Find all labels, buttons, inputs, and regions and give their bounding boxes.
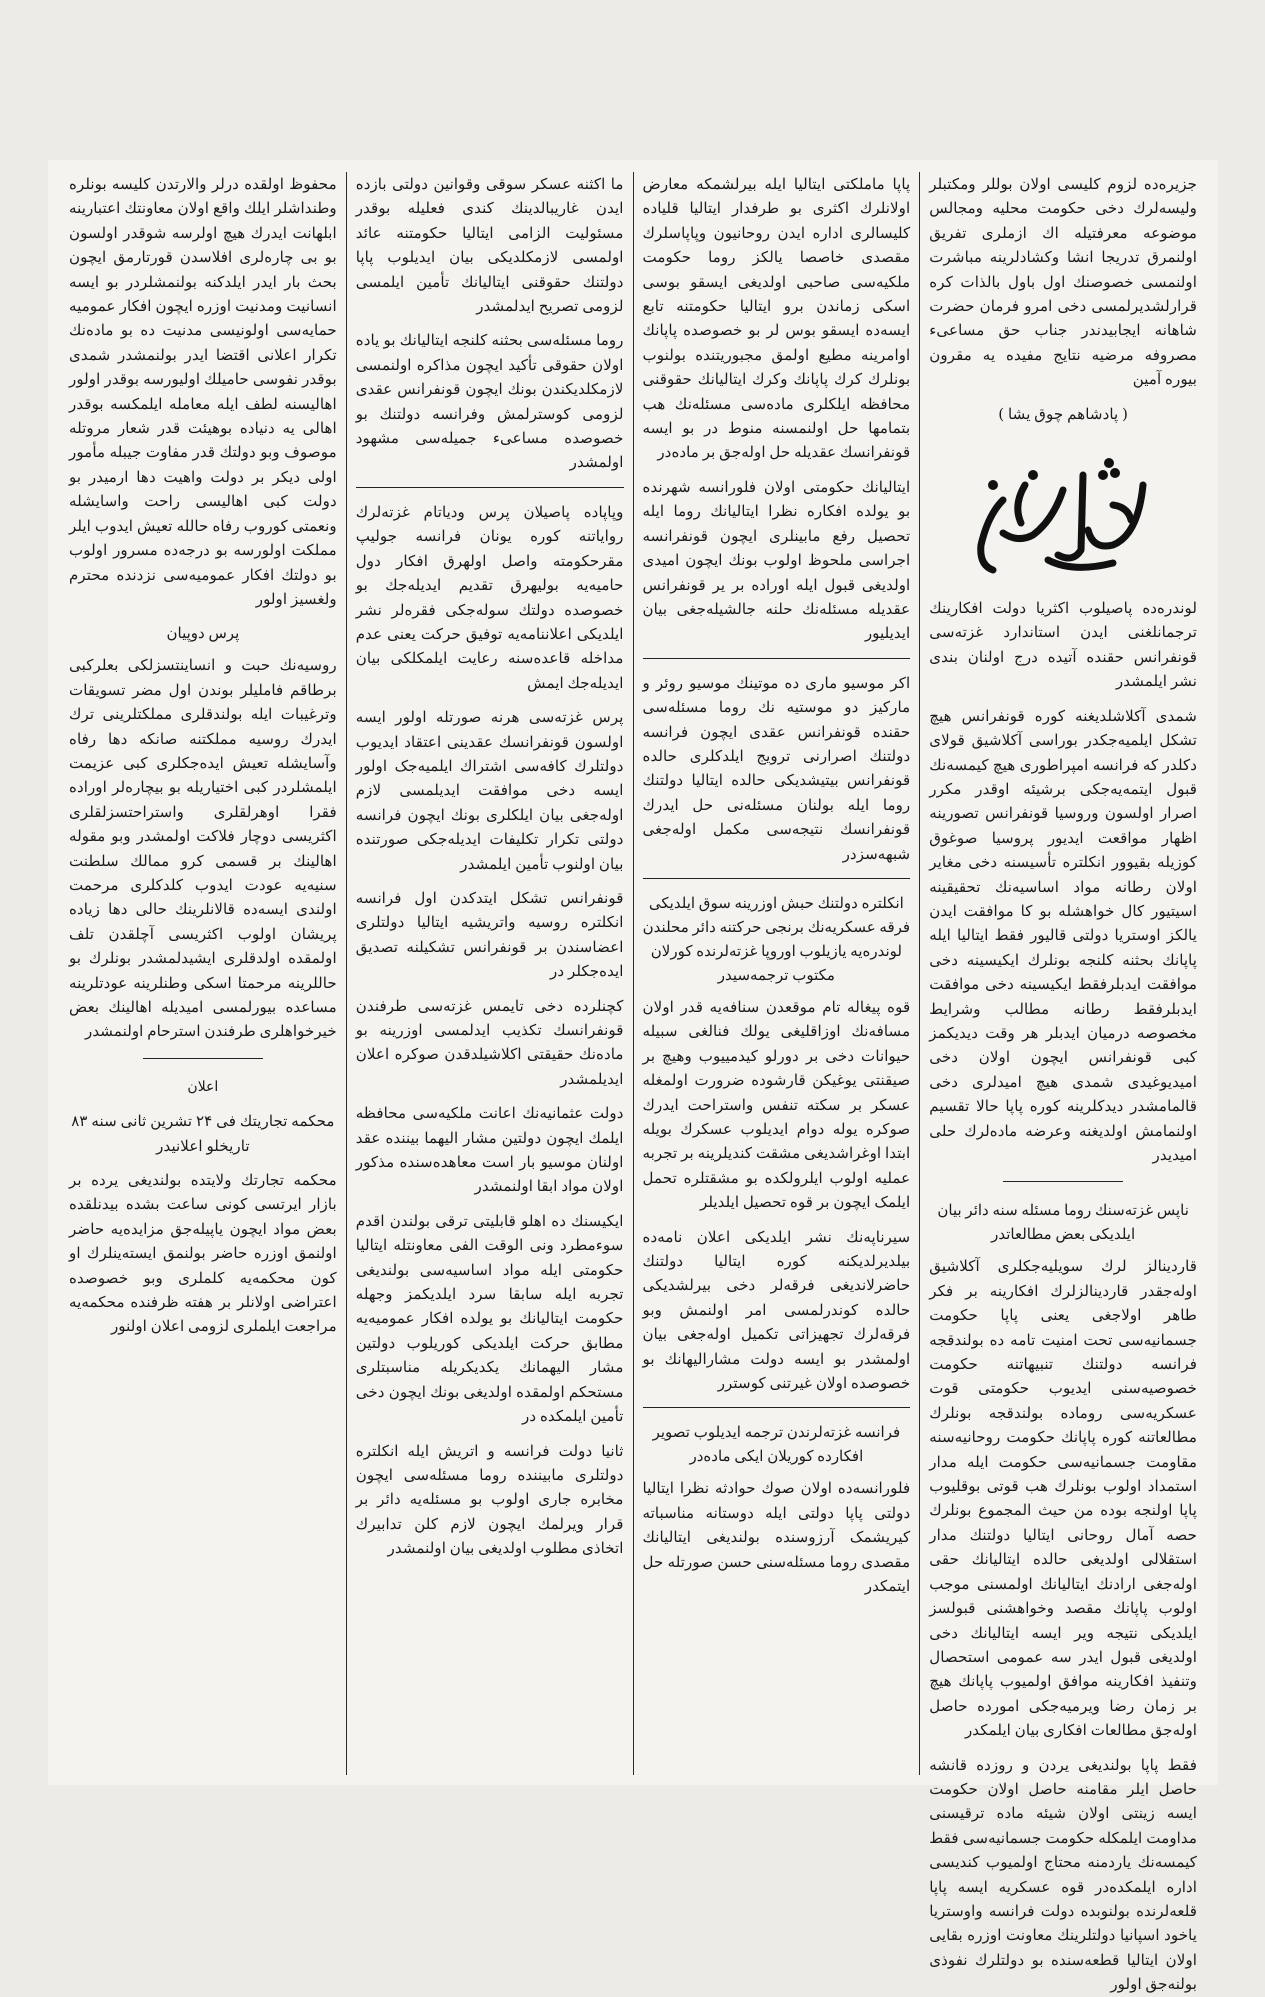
masthead — [929, 440, 1197, 590]
column-1 — [920, 172, 1206, 1994]
column-divider — [356, 487, 624, 488]
times-heading: ناپس غزته‌سنك روما مسئله سنه دائر بیان ایلدیکی بعض مطالعاتدر — [937, 1201, 1189, 1244]
refugees-paragraph: محفوظ اولقده درلر والارتدن کلیسه بونلره وطنداشلر ایلك واقع اولان معاونتك اعتبارینه ابلهانت ایدرك هیچ اولرسه شوقدر اولسون بو بی چاره‌لری افلاسدن قورتارمق ایچون بحث بار ایدر ایلدکنه بولنمشلردر بو ایسه انسانیت ومدنیت اوزره ایچون افکار عمومیه حمایه‌سی اولونیسی مدنیت ده بو ماده‌نك تکرار اعلانی اقتضا ایدر بولنمشدر شمدی بوقدر نفوسی حامیلك اولیورسه بوقدر اولور اهالیسنه لطف ایله معامله ایلمکسه بوقدر اهالی یه دنیاده بوهیئت قدر شعار مروتله موصوف وبو دولتك قدر مفاوت جیبله مأمور اولی دیکر بر دولت واهیت دها ارمیدر بو دولت کبی اهالیسی راحت واسایشله ونعمتی کوروب رفاه حالله تعیش ایدوب ایلر مملکت اولورسه بو درجه‌ده مسرور اولوب بو دولتك افکار عمومیه‌سی نزدنده محترم ولغسیز اولور — [69, 175, 337, 608]
column-3 — [347, 172, 634, 1775]
french-press-heading: فرانسه غزته‌لرندن ترجمه ایدیلوب تصویر افکارده کوریلان ایکی ماده‌در — [652, 1423, 901, 1466]
pope-paragraph: فقط پاپا بولندیغی یردن و روزده قانشه حاصل ایلر مقامنه حاصل اولان حکومت ایسه زینتی اولان شیئه ماده ترقیسنی مداومت ایلمکله حکومت جسمانیه‌سی فقط کیمسه‌نك یاردمنه محتاج اولمیوب کندیسی اداره ایلمکده‌در قوه عسکریه ایسه پاپا قلعه‌لرنده بولنوبده دولت فرانسه واوستریا یاخود اسپانیا دولتلرینك معاونت اوزره بقایی اولان ایتالیا قطعه‌سنده بو دولتلرك نفوذی بولنه‌جق اولور — [929, 1755, 1197, 1994]
powers-paragraph: قونفرانس تشکل ایتدکدن اول فرانسه انکلتره روسیه واتریشیه ایتالیا دولتلری اعضاسندن بر قونفرانس تشکیلنه تصدیق ایده‌جکلر در — [355, 888, 624, 981]
masthead-calligraphy — [963, 445, 1163, 585]
russia-paragraph: روسیه‌نك حبت و انساینتسزلکی بعلرکبی برطاقم فاملیلر بوندن اول مضر تسویقات وترغیبات ایله بولندقلری مملکتلرینی ترك ایدرك روسیه مملکتنه صانکه دها رفاه وآسایشله تعیش ایده‌جکلری کبی عزیمت ایلمشلردر کبی اختیاریله بو بیچاره‌لر اوراده فقرا اوهرلقلری واستراحتسزلقلری اکثریسی دوچار فلاکت اولمشدر وبو مقوله اهالینك بر قسمی کرو ممالك سلطنت سنیه‌یه عودت ایدوب کلدکلری مرحمت اولندی ایسه‌ده قالانلرینك حالی دها زیاده پریشان اولوب اکثریسی آچلقدن تلف اولمقده اولدقلری ایشیدلمشدر بونلرك بو حاللرینه مرحمتا اسکی وطنلرینه عودتلرینه مساعده بیورلمسی امیدیله اهالینك بعض خیرخواهلری طرفندن استرحام اولنمشدر — [69, 656, 337, 1041]
column-2 — [634, 172, 921, 1775]
florence-news-paragraph: فلورانسه‌ده اولان صوك حوادثه نظرا ایتالیا دولتی پاپا دولتی ایله دوستانه مناسباته کیریشمک آرزوسنده بولندیغی ایتالیانك مقصدی روما مسئله‌سنی حسن صورتله حل ایتمکدر — [642, 1479, 911, 1596]
column-divider — [643, 1407, 911, 1408]
denial-paragraph: کچنلرده دخی تایمس غزته‌سی طرفندن قونفرانسك تکذیب ایدلمسی اوزرینه بو ماده‌نك حقیقتی اکلاشیلدقدن صوکره اعلان ایدیلمشدر — [355, 996, 624, 1088]
garibaldi-paragraph: ما اکثنه عسکر سوقی وقوانین دولتی بازده ایدن غاریبالدینك کندی فعلیله بوقدر مسئولیت الزامی ایتالیا حکومتنه عائد اولمسی لازمکلدیکی بیان ایدیلوب پاپا دولتنك حقوقنی ایتالیانك تأمین ایلمسی لزومی تصریح ایدلمشدر — [355, 175, 624, 316]
florence-paragraph: ایتالیانك حکومتی اولان فلورانسه شهرنده بو یولده افکاره نظرا ایتالیانك روما ایله تحصیل رفع مابینلری ایچون قونفرانسه اجراسی ملحوظ اولوب بونك ایچون امیدی اولدیغی قبول ایله اوراده بر یر قونفرانس عقدیله مسئله‌نك حلنه جالشیله‌جغی بیان ایدیلیور — [642, 477, 911, 643]
announcement-title: اعلان — [187, 1078, 219, 1095]
army-paragraph: قوه پیغاله تام موقعدن سنافه‌یه قدر اولان مسافه‌نك اوزاقلیغی یولك فنالغی سبیله حیوانات دخی بر دورلو کیدمییوب وهیچ بر صیقنتی یوغیکن قارشوده ضرورت اولمغله عسکر بر سکته تنفس واستراحت ایدرك صوکره یوله دوام ایدیلوب عسکرك بویله ابتدا اوغراشدیغی مشقت کندیلرینه بر تجربه عملیه اولوب ایلرولکده بو مشقتلره تحمل ایلمک ایچون بر قوه تحصیل ایلدیلر — [642, 997, 911, 1212]
announcement-body: محکمه تجارتك ولایتده بولندیغی یرده بر بازار ایرتسی کونی ساعت بشده بیدنلقده بعض مواد ایچون یاپیله‌جق مزایده‌یه حاضر اولنمق اوزره حاضر بولنمق ایسته‌ینلرك او کون محکمه‌یه کلملری وبو خصوصده اعتراضی اولانلر بر هفته ظرفنده محکمه‌یه مراجعت ایلملری لزومی اعلان اولنور — [69, 1171, 337, 1336]
section-divider — [1003, 1181, 1123, 1182]
standard-paragraph: لوندره‌ده پاصیلوب اکثریا دولت افکارینك ترجمانلغنی ایدن استاندارد غزته‌سی قونفرانس حقنده آتیده درج اولنان بندی نشر ایلمشدر — [929, 599, 1197, 691]
column-4 — [60, 172, 347, 1775]
column-divider — [643, 878, 911, 879]
italy-progress-paragraph: ایکیسنك ده اهلو قابلیتی ترقی بولندن اقدم سوءمطرد ونی الوقت الفی معاونتله ایتالیا حکومتی ایله مواد اساسیه‌سی بولندیغی تجربه ایله سابقا سرد ایلدیکمز وجهله حکومت ایتالیانك بو یولده افکار عمومیه‌یه مطابق حرکت ایلدیکی کوریلوب دولتین مشار الیهمانك یکدیکریله مناسبتلری مستحکم اولمقده اولدیغی بونك ایچون دخی تأمین ایلمکده در — [355, 1211, 624, 1426]
proclamation-paragraph: سیرناپه‌نك نشر ایلدیکی اعلان نامه‌ده بیلدیرلدیکنه کوره ایتالیا دولتنك حاضرلاندیغی فرقه‌لر دخی بیرلشدیکی حالده کوندرلمسی امر اولنمش وبو فرقه‌لرك تجهیزاتی تکمیل اوله‌جغی بیان اولمشدر بو ایسه دولت مشارالیهانك بو خصوصده اولان غیرتنی کوسترر — [642, 1227, 911, 1393]
conference-paragraph: شمدی آکلاشلدیغنه کوره قونفرانس هیچ تشکل ایلمیه‌جکدر بوراسی آکلاشیق قولای دکلدر که فرانسه امپراطوری هیچ کیمسه‌نك قبول ایتمه‌یه‌جکی برشیئه اوقدر مکرر اصرار اولسون وروسیا قونفرانس تصورینه اظهار مواقعت ایدیور پروسیا صوغوق کوزیله بقیوور انکلتره تأسیسنه دخی مغایر اولان رطانه مواد اساسیه‌نك تحقیقینه اسیتیور کال خواهشله بو کا موافقت ایدن یالکز اوستریا دولتی قالیور فقط ایتالیا ایله پاپانك بحثنه کلنجه بونلرك ایکیسینه دخی موافقت ایدبلرفقط ایکیسینه دخی موافقت ایدبلرفقط رطانه مطالب وشرایط مخصوصه درمیان ایدبلر هر وقت دیدیکمز کبی قونفرانس ایچون اولان دخی امیدیوغیدی شمدی هیچ امیدلری دخی قالمامشدر دیدکلرینه کوره پاپا حالا تقسیم اولنمامش اولدیغنه وعرضه ماده‌لرك حلی امیدیدر — [929, 706, 1197, 1164]
intro-paragraph: جزیره‌ده لزوم کلیسی اولان بوللر ومکتبلر ولیسه‌لرك دخی حکومت محلیه ومجالس موضوعه معرفتیله اك ازملری تفریق اولنمرق تدریجا انشا وکشادلرینه مباشرت اولنمسی خصوصنك اول باول بالذات کره قرارلشدیرلمسی دخی امرو فرمان حضرت شاهانه ایجابیدندر جناب حق مساعیء مصروفه مرضیه نتایج مفیده یه مقرون بیوره آمین — [929, 175, 1197, 389]
ottoman-paragraph: دولت عثمانیه‌نك اعانت ملکیه‌سی محافظه ایلمك ایچون دولتین مشار الیهما بیننده عقد اولنان موسیو بار است معاهده‌سنده مذکور اولان مواد ابقا اولنمشدر — [355, 1104, 624, 1196]
signature-line: ( پادشاهم چوق یشا ) — [998, 404, 1128, 423]
newspaper-page — [48, 160, 1218, 1994]
announcement-subtitle: محکمه تجاریتك فی ۲۴ تشرین ثانی سنه ۸۳ تاریخلو اعلانیدر — [71, 1112, 335, 1155]
moustier-paragraph: اکر موسیو ماری ده موتینك موسیو روئر و مارکیز دو موستیه نك روما مسئله‌سی حقنده قونفرانس عقدی ایچون فرانسه دولتنك اصرارنی ترویج ایلدکلری حالده قونفرانس بیتیشدیکی حالده ایتالیا دولتنك روما ایله بولنان مسئله‌نی حل ایدرك قونفرانسك نتیجه‌سی مکمل اوله‌جغی شبهه‌سزدر — [642, 673, 911, 863]
abyssinia-heading: انکلتره دولتنك حبش اوزرینه سوق ایلدیکی فرقه عسکریه‌نك برنجی حرکتنه دائر محلندن لوندره‌یه یازیلوب اوروپا غزته‌لرنده کورلان مکتوب ترجمه‌سیدر — [642, 893, 911, 984]
column-divider — [643, 658, 911, 659]
presse-paragraph: وپاپاده پاصیلان پرس ودیاتام غزته‌لرك روایاتنه کوره یونان فرانسه جولیپ مقرحکومته واصل اولهرق افکار دول حامیه‌یه بولیهرق تقدیم ایدیله‌جك بو خصوصده دولتك سوله‌جکی فقره‌لر نشر ایلدیکی اعلاننامه‌یه توفیق حرکت یعنی عدم مداخله قاعده‌سنه رعایت ایلمکلکی بیان ایدیله‌جك ایمش — [355, 502, 624, 692]
conference-opinion-paragraph: پرس غزته‌سی هرنه صورتله اولور ایسه اولسون قونفرانسك عقدینی اعتقاد ایدیوب دولتلرك کافه‌سی اشتراك ایلمیه‌جک اولور ایسه دخی موافقت ایدیلمسی لازم اوله‌جغی بیان ایلکلری بونك ایچون فرانسه دولتی تکرار تکلیفات ایدیله‌جکی صورتنده بیان اولنوب تأمین ایلمشدر — [355, 708, 624, 873]
austria-paragraph: ثانیا دولت فرانسه و اتریش ایله انکلتره دولتلری مابیننده روما مسئله‌سی ایچون مخابره جاری اولوب بو مسئله‌یه دائر بر قرار ویرلمك ایچون لازم کلن تدابیرك اتخاذی مطلوب اولدیغی بیان اولنمشدر — [355, 1441, 624, 1558]
announcement-divider — [143, 1058, 263, 1059]
rome-question-paragraph: روما مسئله‌سی بحثنه کلنجه ایتالیانك بو یاده اولان حقوقی تأکید ایچون مذاکره اولنمسی لازمکلدیکندن بونك ایچون قونفرانس عقدی لزومی کوسترلمش وفرانسه دولتنك بو خصوصده مساعیء جمیله‌سی مشهود اولمشدر — [355, 331, 624, 472]
cardinals-paragraph: قاردینالز لرك سویلیه‌جکلری آکلاشیق اوله‌جقدر قاردینالزلرك افکارینه بر فکر طاهر اولاجغی یعنی پاپا حکومت جسمانیه‌سی تحت امنیت تامه ده بولندقجه فرانسه دولتنك تنبیهاتنه حکومت خصوصیه‌سنی ایدیوب حکومتی قوت عسکریه‌سی روماده بولندقجه بونلرك مطالعاتنه کوره پاپانك حکومت روحانیه‌سنه مقاومت جسمانیه‌سی حکومت ایله مدار استمداد اولوب بونلرك هب قوتی بوقلیوب پاپا اولنجه بوده من حیث المجموع بونلرك حصه آمال روحانی ایتالیا دولتنك مدار استقلالی اولدیغی حالده ایتالیانك حقی اوله‌جغی ارادنك ایتالیانك اولمسنی موجب اولوب پاپانك مقصد وخواهشنی قبولسز ایلدیکی نتیجه ویر ایسه ایتالیانك دخی اولدیغی قبول ایدر سه عمومی استحصال وتنفیذ افکارینه موافق اولمیوب پاپانك هیچ بر زمان رضا ویرمیه‌جکی امورده حاصل اوله‌جق مطالعات افکاری بیان ایلمکدر — [929, 1257, 1197, 1740]
columns — [60, 172, 1206, 1994]
presse-dubien-heading: پرس دوپیان — [166, 624, 240, 643]
papal-paragraph: پاپا ماملکتی ایتالیا ایله بیرلشمکه معارض اولانلرك اکثری بو طرفدار ایتالیا قلیاده کلیسالری اداره ایدن روحانیون وپاپاسلرك مقصدی خاصصا یالکز روما حکومت ملکیه‌سی صاحبی اولدیغی ایسقو بوسی اسکی زماندن برو ایتالیا حکومتنه تابع ایسه‌ده ایسقو بوس لر بو خصوصده پاپانك اوامرینه مطیع اولمق مجبوریتنده بولنوب بونلرك کرك پاپانك وکرك ایتالیانك حقوقنی محافظه ایلکلری ماده‌سی مسئله‌نك هب بتمامها حل اولنمسنه منوط در بو ایسه قونفرانسك عقدیله حل اوله‌جق بر ماده‌در — [642, 175, 911, 462]
